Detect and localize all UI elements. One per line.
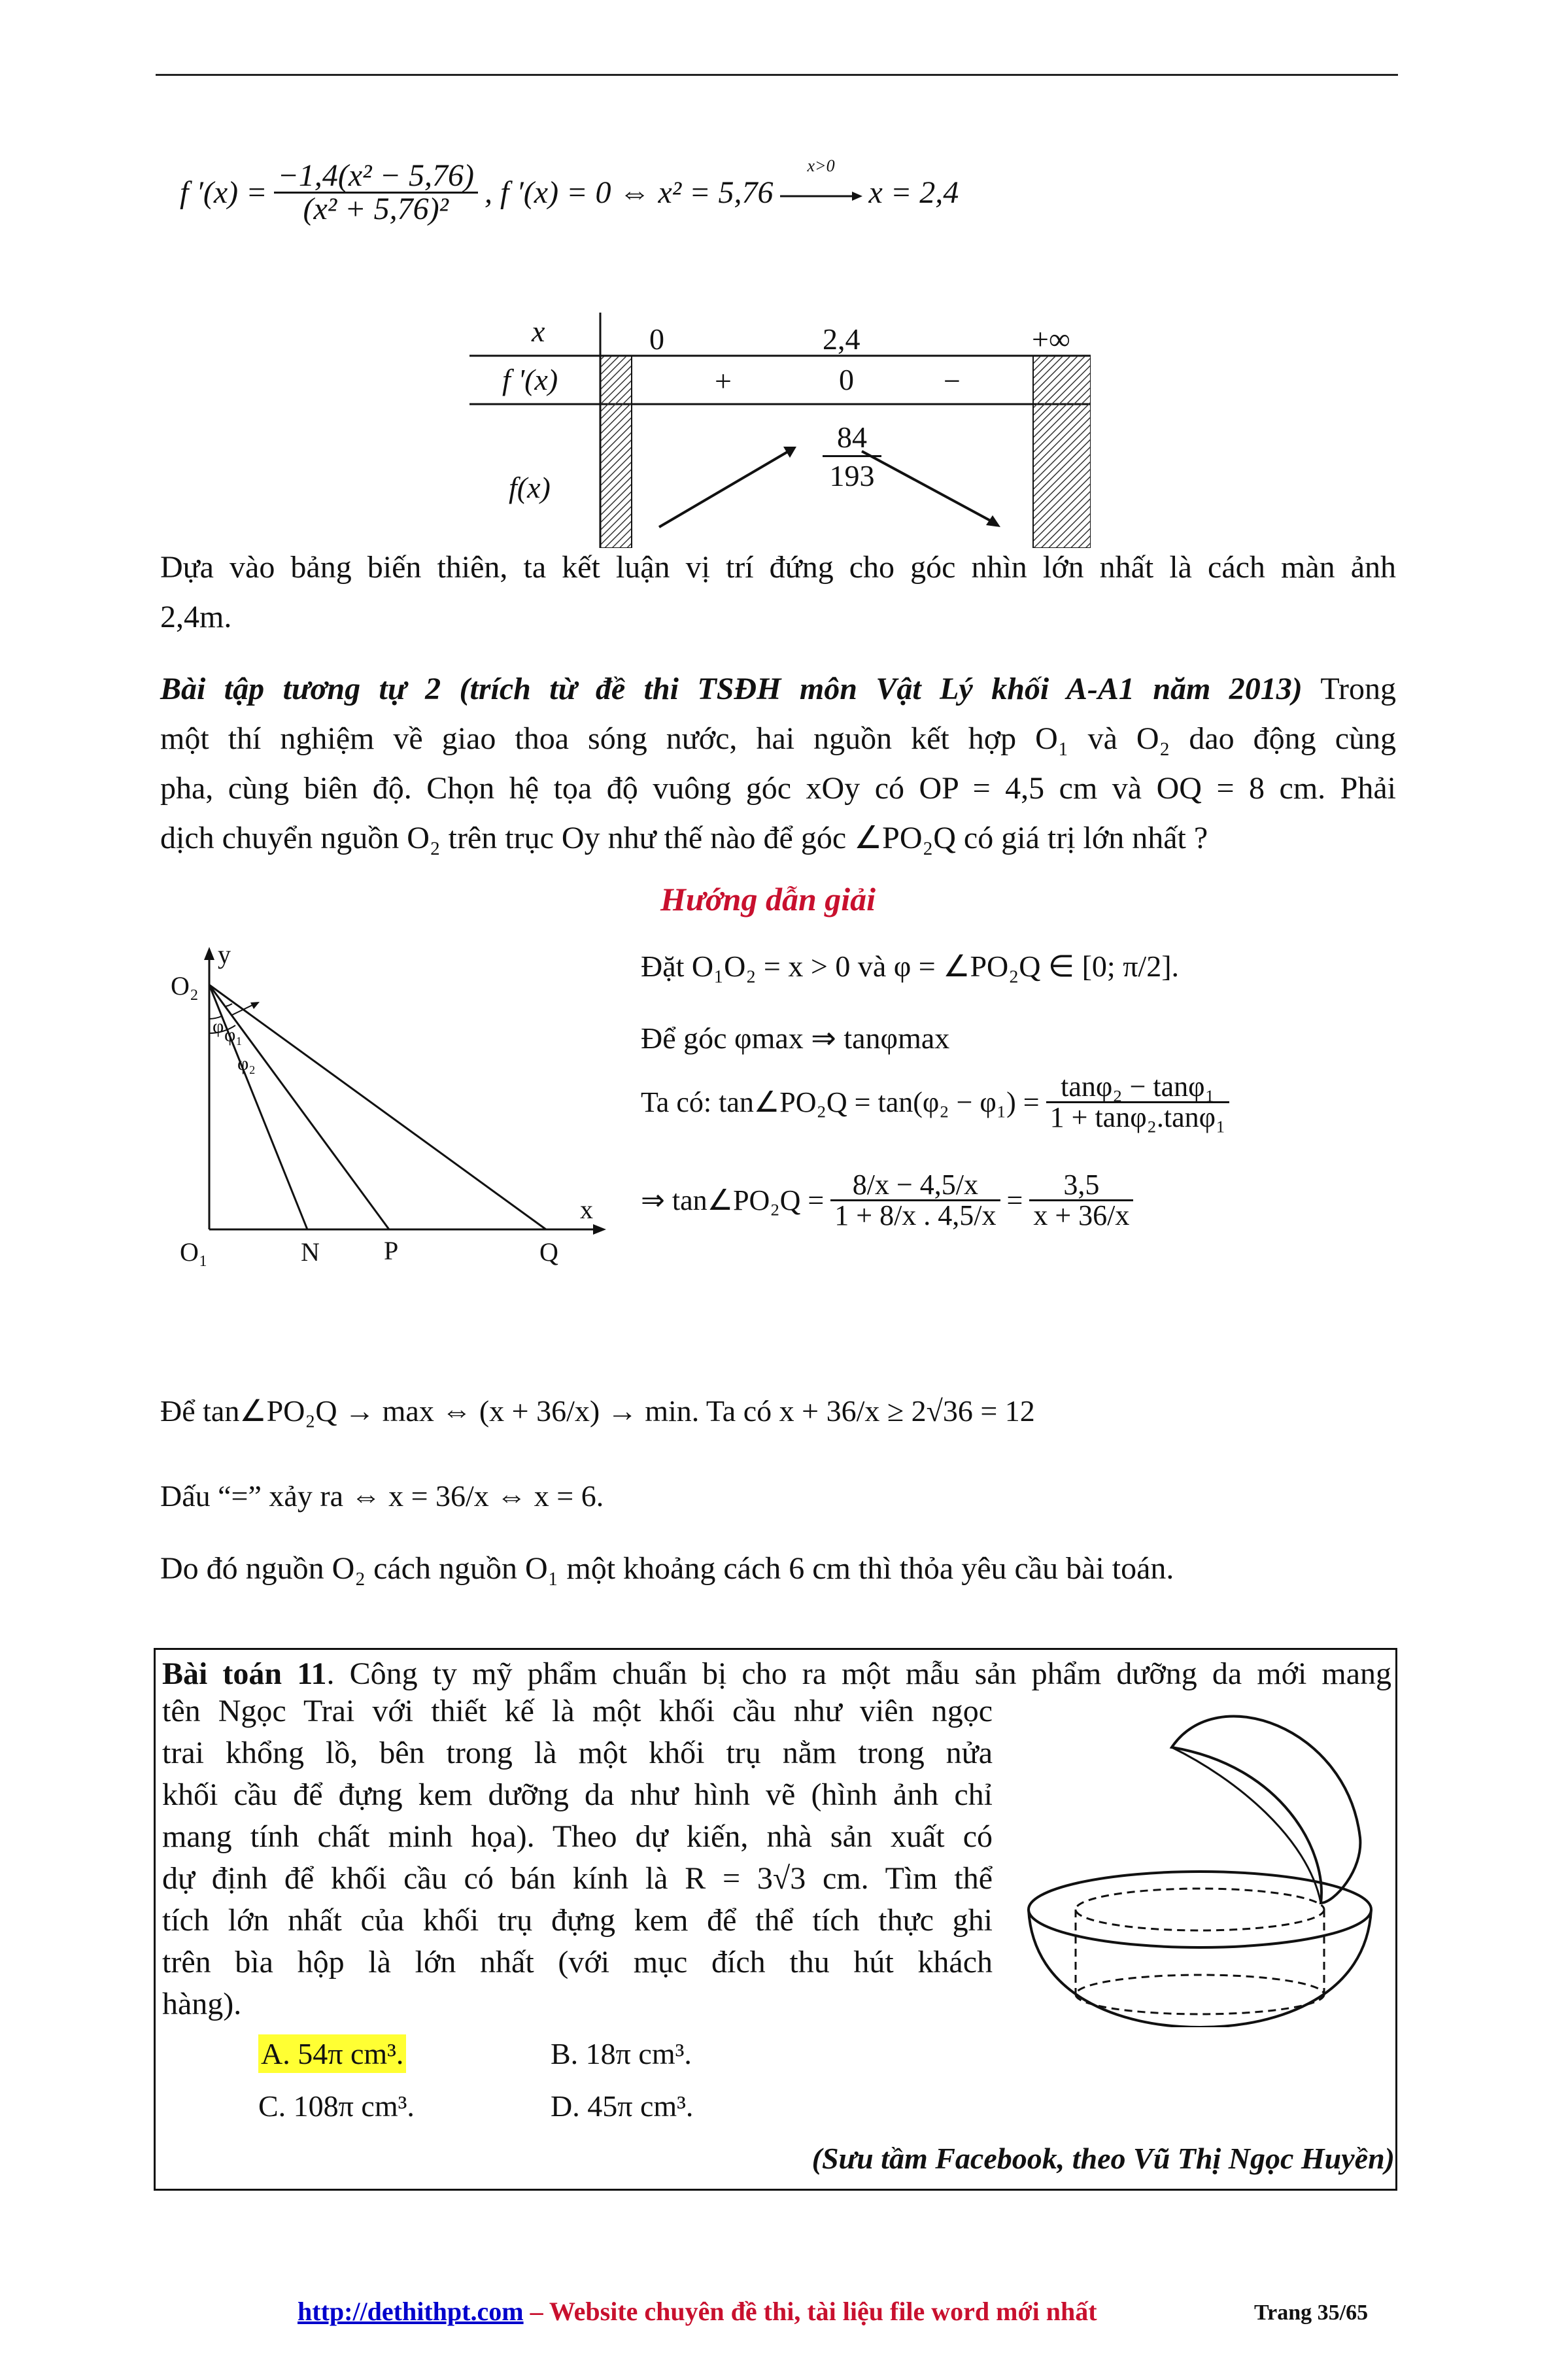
page-number: Trang 35/65: [1254, 2301, 1369, 2325]
problem11-line-8: trên bìa hộp là lớn nhất (với mục đích thu hút khách: [162, 1945, 993, 1979]
sign-minus: −: [944, 364, 961, 398]
problem11-line-5: mang tính chất minh họa). Theo dự kiến, nhà sản xuất có: [162, 1819, 993, 1854]
angle-label-phi2: φ₂: [237, 1053, 256, 1074]
row-label-fprime: f '(x): [502, 363, 558, 396]
option-b[interactable]: B. 18π cm³.: [551, 2037, 692, 2070]
derivative-numerator: −1,4(x² − 5,76): [274, 160, 478, 194]
solution-step-4-denominator-2: x + 36/x: [1033, 1199, 1130, 1231]
solution-step-3-numerator: tanφ₂ − tanφ₁: [1046, 1072, 1230, 1103]
footer: [298, 2299, 1097, 2325]
solution-step-2: Để góc φmax ⇒ tanφmax: [641, 1021, 950, 1055]
sign-zero: 0: [839, 363, 854, 396]
sphere-cylinder-diagram: [1020, 1687, 1386, 2027]
row-label-f: f(x): [509, 471, 551, 504]
solution-step-4-numerator-2: 3,5: [1029, 1171, 1133, 1201]
point-label-o2: O₂: [171, 971, 199, 1001]
max-value-denominator: 193: [829, 459, 875, 492]
problem11-source: (Sưu tầm Facebook, theo Vũ Thị Ngọc Huyền): [811, 2142, 1395, 2175]
point-label-n: N: [301, 1237, 320, 1267]
x-value-2-4: 2,4: [823, 322, 861, 356]
solution-step-4-lhs: ⇒ tan∠PO₂Q =: [641, 1184, 825, 1216]
axis-label-y: y: [218, 940, 231, 969]
solution-step-4-numerator: 8/x − 4,5/x: [830, 1171, 1000, 1201]
conclusion-line-1: Dựa vào bảng biến thiên, ta kết luận vị trí đứng cho góc nhìn lớn nhất là cách màn ảnh: [160, 550, 1396, 585]
derivative-result: x = 2,4: [868, 175, 959, 210]
step-equality: Dấu “=” xảy ra ⇔ x = 36/x ⇔ x = 6.: [160, 1479, 604, 1513]
solution-step-3-denominator: 1 + tanφ₂.tanφ₁: [1049, 1101, 1226, 1133]
solution-step-4: [641, 1171, 1133, 1230]
exercise2-line-1: [160, 664, 1396, 714]
solution-step-3-lhs: Ta có: tan∠PO₂Q = tan(φ₂ − φ₁) =: [641, 1086, 1040, 1118]
angle-label-phi1: φ₁: [224, 1024, 243, 1046]
problem11-line-2: tên Ngọc Trai với thiết kế là một khối cầu như viên ngọc: [162, 1694, 993, 1728]
derivative-rest: , f ′(x) = 0 ⇔ x² = 5,76: [484, 175, 774, 210]
solution-step-3: [641, 1072, 1229, 1132]
derivative-denominator: (x² + 5,76)²: [303, 192, 449, 226]
variation-table: [469, 313, 1091, 548]
problem11-heading: Bài toán 11: [162, 1656, 327, 1691]
x-value-0: 0: [649, 322, 664, 356]
problem11-line-3: trai khổng lồ, bên trong là một khối trụ nằm trong nửa: [162, 1736, 993, 1770]
solution-step-4-denominator: 1 + 8/x . 4,5/x: [834, 1199, 997, 1231]
problem11-line-4: khối cầu để đựng kem dưỡng da như hình vẽ (hình ảnh chỉ: [162, 1777, 993, 1812]
option-c[interactable]: C. 108π cm³.: [258, 2089, 415, 2123]
max-value-numerator: 84: [823, 422, 881, 457]
option-a-highlight: A. 54π cm³.: [258, 2034, 406, 2073]
footer-tagline: Website chuyên đề thi, tài liệu file word mới nhất: [549, 2297, 1097, 2326]
solution-step-4-equals: =: [1006, 1184, 1023, 1216]
arrow-condition: x>0: [807, 156, 835, 175]
problem11-line-1-text: . Công ty mỹ phẩm chuẩn bị cho ra một mẫu sản phẩm dưỡng da mới mang: [326, 1656, 1391, 1691]
geometry-figure: [167, 942, 624, 1269]
angle-label-phi: φ: [213, 1016, 224, 1037]
exercise2-line-2: một thí nghiệm về giao thoa sóng nước, hai nguồn kết hợp O₁ và O₂ dao động cùng: [160, 721, 1396, 756]
problem11-line-6: dự định để khối cầu có bán kính là R = 3√3 cm. Tìm thể: [162, 1861, 993, 1896]
problem11-line-9: hàng).: [162, 1987, 242, 2021]
row-label-x: x: [532, 315, 545, 348]
header-rule: [156, 74, 1398, 76]
footer-dash: –: [530, 2297, 543, 2326]
problem11-line-7: tích lớn nhất của khối trụ đựng kem để thể tích thực ghi: [162, 1903, 993, 1938]
right-arrow-icon: [779, 190, 864, 203]
solution-step-1: Đặt O₁O₂ = x > 0 và φ = ∠PO₂Q ∈ [0; π/2].: [641, 950, 1180, 983]
guide-title: Hướng dẫn giải: [660, 881, 876, 917]
footer-url-link[interactable]: http://dethithpt.com: [298, 2297, 524, 2326]
geometry-diagram: [167, 942, 624, 1269]
point-label-p: P: [384, 1236, 399, 1265]
x-value-infinity: +∞: [1032, 322, 1070, 356]
option-a[interactable]: [258, 2039, 406, 2069]
exercise2-line-3: pha, cùng biên độ. Chọn hệ tọa độ vuông góc xOy có OP = 4,5 cm và OQ = 8 cm. Phải: [160, 771, 1396, 806]
variation-table-frame: [469, 313, 1091, 548]
exercise2-title-tail: Trong: [1320, 672, 1396, 706]
sign-plus: +: [715, 364, 732, 398]
conclusion-line-2: 2,4m.: [160, 600, 232, 634]
derivative-formula: [180, 156, 959, 226]
final-answer: Do đó nguồn O₂ cách nguồn O₁ một khoảng cách 6 cm thì thỏa yêu cầu bài toán.: [160, 1551, 1174, 1586]
axis-label-x: x: [580, 1195, 593, 1224]
sphere-cylinder-figure: [1020, 1687, 1386, 2027]
exercise2-title: Bài tập tương tự 2 (trích từ đề thi TSĐH môn Vật Lý khối A-A1 năm 2013): [160, 672, 1303, 706]
exercise2-line-4: dịch chuyển nguồn O₂ trên trục Oy như thế nào để góc ∠PO₂Q có giá trị lớn nhất ?: [160, 821, 1208, 855]
step-max: Để tan∠PO₂Q → max ⇔ (x + 36/x) → min. Ta có x + 36/x ≥ 2√36 = 12: [160, 1394, 1035, 1428]
point-label-q: Q: [539, 1237, 558, 1267]
point-label-o1: O₁: [180, 1237, 208, 1267]
option-d[interactable]: D. 45π cm³.: [551, 2089, 694, 2123]
derivative-lhs: f ′(x) =: [180, 175, 267, 210]
